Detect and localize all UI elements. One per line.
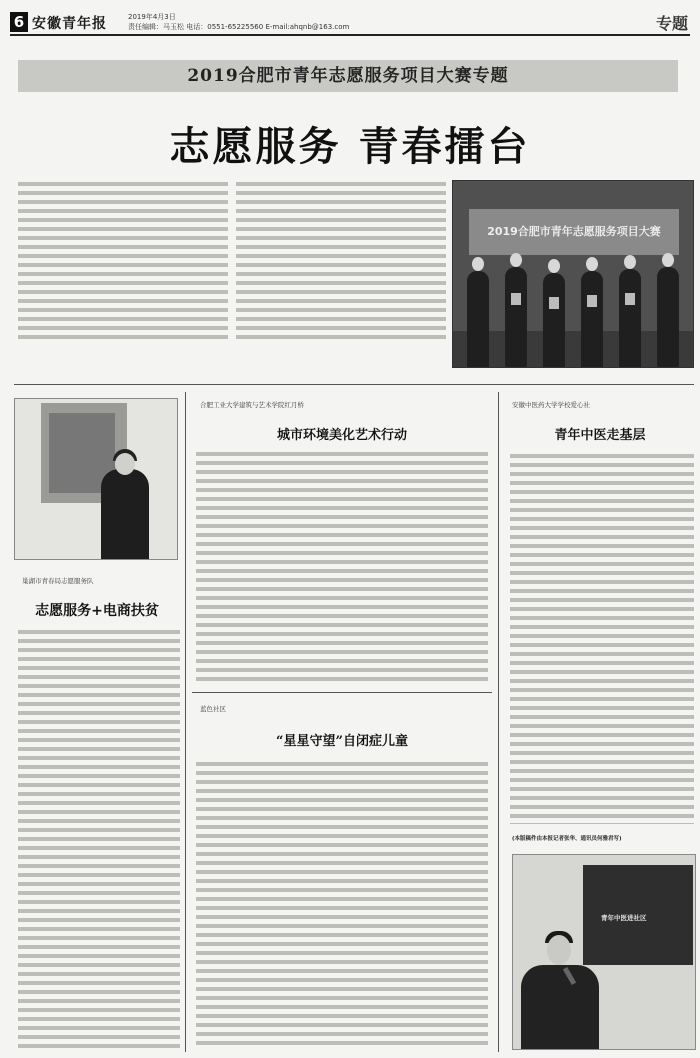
article-middle-bottom-label: 蓝色社区 <box>200 705 226 713</box>
award-plaque <box>587 295 597 307</box>
screen-text: 青年中医进社区 <box>601 914 647 922</box>
lead-photo-award-ceremony <box>452 180 694 368</box>
issue-editor: 责任编辑：马玉松 <box>128 23 184 31</box>
page-number: 6 <box>10 12 28 32</box>
event-backdrop: 2019合肥市青年志愿服务项目大赛 <box>469 209 679 255</box>
column-rule <box>185 392 186 1052</box>
article-middle-bottom-title: “星星守望”自闭症儿童 <box>276 734 408 749</box>
person <box>505 267 527 367</box>
paper-name: 安徽青年报 <box>32 16 107 32</box>
award-plaque <box>511 293 521 305</box>
issue-email: E-mail:ahqnb@163.com <box>265 23 350 31</box>
issue-date: 2019年4月3日 <box>128 13 176 21</box>
projection-screen <box>583 865 693 965</box>
person <box>619 269 641 368</box>
article-left-label: 巢湖市青春局志愿服务队 <box>22 577 94 585</box>
award-plaque <box>549 297 559 309</box>
photo-tcm-volunteer <box>512 854 696 1050</box>
masthead <box>10 10 690 36</box>
award-plaque <box>625 293 635 305</box>
topic-banner: 2019合肥市青年志愿服务项目大赛专题 <box>18 60 678 92</box>
horizontal-rule <box>14 384 694 385</box>
article-middle-top-label: 合肥工业大学建筑与艺术学院红月桥 <box>200 401 304 409</box>
person <box>657 267 679 367</box>
issue-info <box>128 12 349 32</box>
column-rule <box>498 392 499 1052</box>
article-middle-top-body <box>196 450 488 684</box>
speaker-head <box>115 453 135 475</box>
article-left-body <box>18 628 180 1048</box>
page-headline: 志愿服务 青春擂台 <box>169 123 531 170</box>
person <box>467 271 489 368</box>
horizontal-rule <box>192 692 492 693</box>
article-middle-bottom-body <box>196 760 488 1050</box>
person <box>543 273 565 368</box>
person <box>581 271 603 368</box>
article-right-label: 安徽中医药大学学校爱心社 <box>512 401 590 409</box>
issue-phone: 电话：0551-65225560 <box>186 23 264 31</box>
speaker-head <box>547 935 571 965</box>
article-left-title: 志愿服务+电商扶贫 <box>35 603 159 619</box>
section-label: 专题 <box>655 14 688 33</box>
article-right-credit: (本版稿件由本报记者张华、通讯员何雅君写) <box>512 836 622 842</box>
speaker-figure <box>521 965 599 1050</box>
article-middle-top-title: 城市环境美化艺术行动 <box>276 428 407 443</box>
lead-text-column-1 <box>18 180 228 340</box>
lead-text-column-2 <box>236 180 446 340</box>
photo-volunteer-presentation <box>14 398 178 560</box>
article-right-title: 青年中医走基层 <box>554 428 646 443</box>
speaker-figure <box>101 469 149 560</box>
article-right-body <box>510 452 694 824</box>
